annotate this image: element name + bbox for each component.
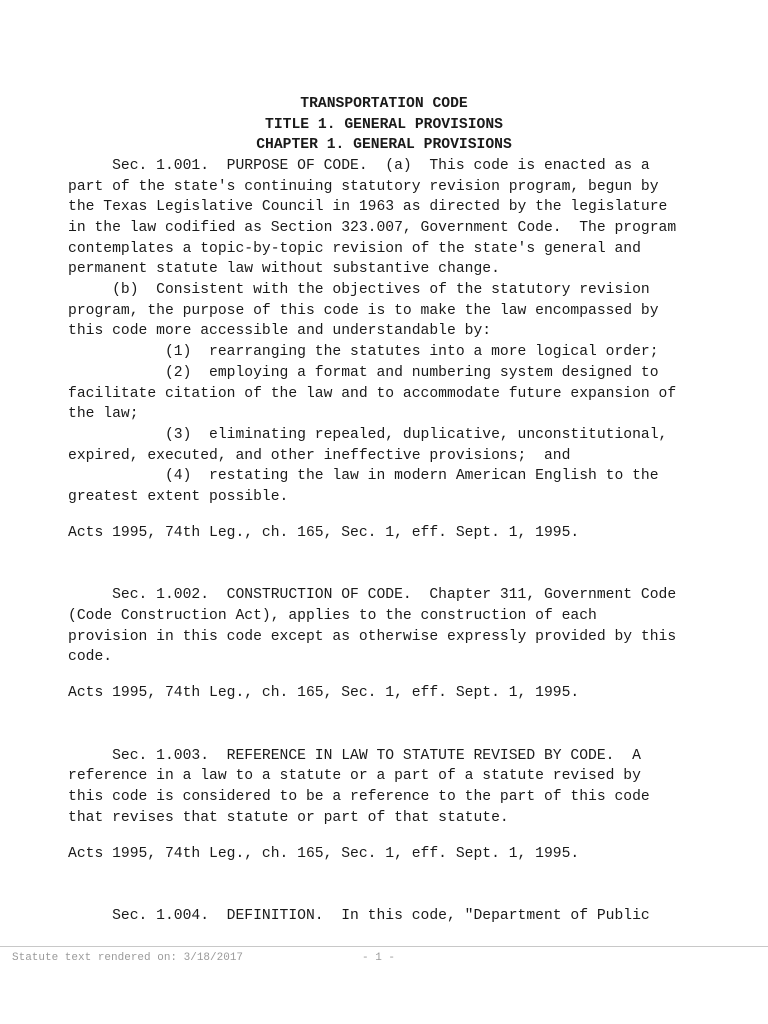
section-1-001-line: part of the state's continuing statutory revision program, begun by [68,179,659,195]
section-1-003-line: reference in a law to a statute or a part of a statute revised by [68,768,641,784]
section-1-002-line: (Code Construction Act), applies to the construction of each [68,608,597,624]
section-1-001-line: facilitate citation of the law and to accommodate future expansion of [68,386,677,402]
section-1-001-line: (1) rearranging the statutes into a more logical order; [68,344,659,360]
section-1-001-line: (3) eliminating repealed, duplicative, unconstitutional, [68,427,668,443]
chapter-heading: CHAPTER 1. GENERAL PROVISIONS [256,137,512,153]
section-1-001-line: the law; [68,406,139,422]
section-1-002-line: provision in this code except as otherwise expressly provided by this [68,629,677,645]
section-1-002-line: code. [68,649,113,665]
code-heading: TRANSPORTATION CODE [300,96,468,112]
section-1-003-line: Sec. 1.003. REFERENCE IN LAW TO STATUTE REVISED BY CODE. A [68,748,641,764]
section-1-003-line: this code is considered to be a reference to the part of this code [68,789,650,805]
footer-divider [0,946,768,947]
section-1-001-line: the Texas Legislative Council in 1963 as directed by the legislature [68,199,668,215]
section-1-001-line: (b) Consistent with the objectives of the statutory revision [68,282,650,298]
section-1-001-line: (2) employing a format and numbering system designed to [68,365,659,381]
section-1-002-line: Sec. 1.002. CONSTRUCTION OF CODE. Chapter 311, Government Code [68,587,677,603]
section-1-001-line: expired, executed, and other ineffective provisions; and [68,448,571,464]
section-1-001-line: Sec. 1.001. PURPOSE OF CODE. (a) This code is enacted as a [68,158,650,174]
section-1-001-line: this code more accessible and understandable by: [68,323,492,339]
history-note: Acts 1995, 74th Leg., ch. 165, Sec. 1, eff. Sept. 1, 1995. [68,525,580,541]
page-number: - 1 - [362,952,396,964]
section-1-001-line: permanent statute law without substantive change. [68,261,500,277]
history-note: Acts 1995, 74th Leg., ch. 165, Sec. 1, eff. Sept. 1, 1995. [68,846,580,862]
section-1-001-line: greatest extent possible. [68,489,289,505]
history-note: Acts 1995, 74th Leg., ch. 165, Sec. 1, eff. Sept. 1, 1995. [68,685,580,701]
section-1-001-line: program, the purpose of this code is to make the law encompassed by [68,303,659,319]
section-1-001-line: in the law codified as Section 323.007, Government Code. The program [68,220,677,236]
render-date: Statute text rendered on: 3/18/2017 [12,952,244,964]
section-1-004-line: Sec. 1.004. DEFINITION. In this code, "Department of Public [68,908,650,924]
title-heading: TITLE 1. GENERAL PROVISIONS [265,117,503,133]
section-1-001-line: (4) restating the law in modern American English to the [68,468,659,484]
section-1-001-line: contemplates a topic-by-topic revision of the state's general and [68,241,641,257]
section-1-003-line: that revises that statute or part of that statute. [68,810,509,826]
